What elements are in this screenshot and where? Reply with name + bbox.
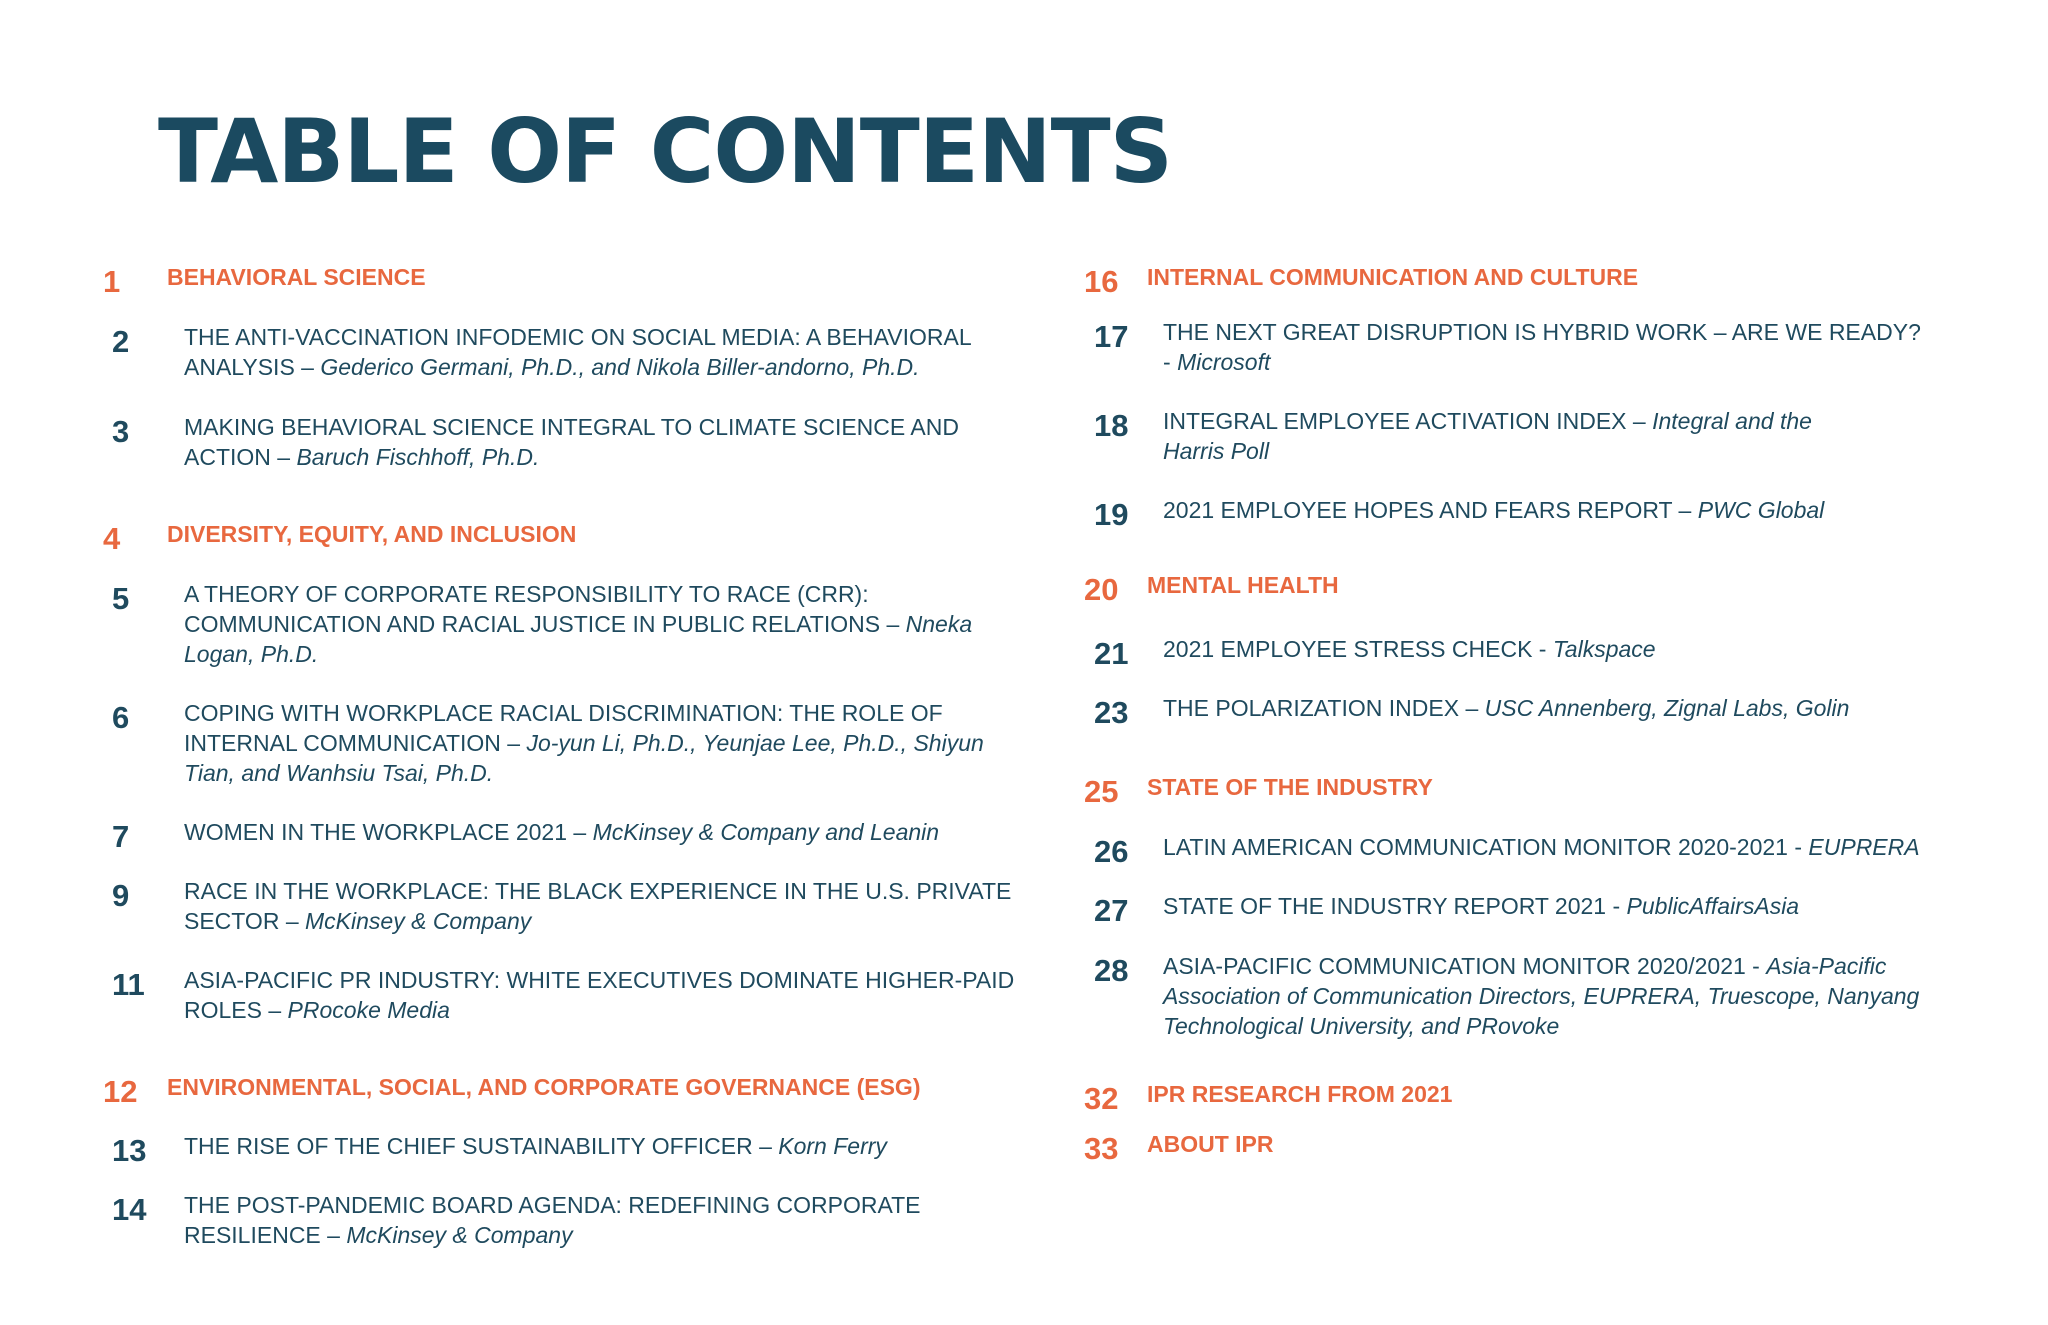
entry-author: Tian, and Wanhsiu Tsai, Ph.D. <box>184 760 494 786</box>
entry-author: Integral and the <box>1652 408 1812 434</box>
entry-title <box>184 876 1011 936</box>
entry-title <box>184 412 959 472</box>
entry-title-line <box>184 876 1011 906</box>
entry-title-line <box>184 322 972 352</box>
section-title: ENVIRONMENTAL, SOCIAL, AND CORPORATE GOVERNANCE (ESG) <box>167 1074 921 1100</box>
entry-author: USC Annenberg, Zignal Labs, Golin <box>1484 695 1850 721</box>
entry-title-text: THE RISE OF THE CHIEF SUSTAINABILITY OFFICER – <box>184 1133 779 1159</box>
section-page-number: 4 <box>103 521 121 556</box>
entry-title <box>1163 317 1921 377</box>
entry-title-line <box>1163 495 1824 525</box>
section-title: BEHAVIORAL SCIENCE <box>167 264 426 290</box>
entry-author: Asia-Pacific <box>1766 953 1887 979</box>
entry-title-line <box>184 1220 921 1250</box>
entry-page-number: 23 <box>1094 695 1129 730</box>
entry-title-text: COMMUNICATION AND RACIAL JUSTICE IN PUBLIC RELATIONS – <box>184 611 906 637</box>
entry-title-text: THE ANTI-VACCINATION INFODEMIC ON SOCIAL MEDIA: A BEHAVIORAL <box>184 324 972 350</box>
entry-page-number: 7 <box>112 819 130 854</box>
entry-title-text: WOMEN IN THE WORKPLACE 2021 – <box>184 819 593 845</box>
entry-page-number: 19 <box>1094 497 1129 532</box>
entry-title <box>1163 693 1849 723</box>
entry-page-number: 6 <box>112 700 130 735</box>
entry-page-number: 28 <box>1094 953 1129 988</box>
entry-author: Association of Communication Directors, EUPRERA, Truescope, Nanyang <box>1163 983 1920 1009</box>
entry-title <box>1163 951 1919 1041</box>
entry-title-text: SECTOR – <box>184 908 305 934</box>
entry-title-line <box>184 412 959 442</box>
section-title: DIVERSITY, EQUITY, AND INCLUSION <box>167 521 577 547</box>
section-page-number: 32 <box>1084 1081 1119 1116</box>
entry-title-line <box>184 579 972 609</box>
entry-title-text: ASIA-PACIFIC PR INDUSTRY: WHITE EXECUTIVES DOMINATE HIGHER-PAID <box>184 967 1015 993</box>
entry-title <box>184 1131 887 1161</box>
entry-title <box>184 579 972 669</box>
entry-title-text: - <box>1163 349 1178 375</box>
section-page-number: 25 <box>1084 774 1119 809</box>
entry-title <box>184 817 939 847</box>
entry-title <box>1163 406 1812 466</box>
entry-author: McKinsey & Company and Leanin <box>592 819 940 845</box>
section-page-number: 16 <box>1084 264 1119 299</box>
entry-title-line <box>1163 891 1799 921</box>
section-title: INTERNAL COMMUNICATION AND CULTURE <box>1147 264 1639 290</box>
section-page-number: 20 <box>1084 572 1119 607</box>
entry-title <box>184 1190 921 1250</box>
entry-title-line <box>184 728 984 758</box>
entry-title-line <box>1163 317 1921 347</box>
section-title: IPR RESEARCH FROM 2021 <box>1147 1081 1453 1107</box>
entry-page-number: 18 <box>1094 408 1129 443</box>
entry-title-line <box>1163 951 1919 981</box>
entry-author: Gederico Germani, Ph.D., and Nikola Biller-andorno, Ph.D. <box>320 354 920 380</box>
entry-title-text: MAKING BEHAVIORAL SCIENCE INTEGRAL TO CLIMATE SCIENCE AND <box>184 414 959 440</box>
entry-title <box>184 965 1014 1025</box>
entry-page-number: 5 <box>112 581 130 616</box>
entry-title-line <box>184 817 939 847</box>
entry-title-text: STATE OF THE INDUSTRY REPORT 2021 - <box>1163 893 1627 919</box>
section-title: STATE OF THE INDUSTRY <box>1147 774 1433 800</box>
entry-title-text: THE POST-PANDEMIC BOARD AGENDA: REDEFINING CORPORATE <box>184 1192 921 1218</box>
entry-author: McKinsey & Company <box>305 908 532 934</box>
entry-author: Technological University, and PRovoke <box>1163 1013 1560 1039</box>
entry-title-line <box>1163 347 1921 377</box>
entry-title-line <box>184 352 972 382</box>
entry-page-number: 21 <box>1094 636 1129 671</box>
entry-title <box>184 698 984 788</box>
entry-title-line <box>184 906 1011 936</box>
entry-author: Baruch Fischhoff, Ph.D. <box>296 444 540 470</box>
entry-title-line <box>184 758 984 788</box>
entry-author: Jo-yun Li, Ph.D., Yeunjae Lee, Ph.D., Shiyun <box>526 730 984 756</box>
entry-title-line <box>1163 406 1812 436</box>
entry-page-number: 11 <box>112 967 145 1002</box>
entry-title-text: COPING WITH WORKPLACE RACIAL DISCRIMINATION: THE ROLE OF <box>184 700 943 726</box>
entry-page-number: 2 <box>112 324 130 359</box>
entry-page-number: 17 <box>1094 319 1129 354</box>
entry-author: Harris Poll <box>1163 438 1270 464</box>
entry-title-line <box>1163 981 1919 1011</box>
entry-author: PublicAffairsAsia <box>1626 893 1800 919</box>
entry-title-line <box>184 698 984 728</box>
entry-title-text: RESILIENCE – <box>184 1222 347 1248</box>
entry-author: McKinsey & Company <box>346 1222 573 1248</box>
entry-title-line <box>1163 436 1812 466</box>
entry-author: Logan, Ph.D. <box>184 641 319 667</box>
entry-page-number: 26 <box>1094 834 1129 869</box>
entry-title-text: 2021 EMPLOYEE STRESS CHECK - <box>1163 636 1553 662</box>
entry-title-text: ASIA-PACIFIC COMMUNICATION MONITOR 2020/2021 - <box>1163 953 1767 979</box>
entry-title-text: INTERNAL COMMUNICATION – <box>184 730 527 756</box>
entry-title-line <box>184 442 959 472</box>
entry-title-line <box>184 995 1014 1025</box>
entry-title-text: 2021 EMPLOYEE HOPES AND FEARS REPORT – <box>1163 497 1698 523</box>
entry-title-text: INTEGRAL EMPLOYEE ACTIVATION INDEX – <box>1163 408 1653 434</box>
entry-title <box>1163 891 1799 921</box>
entry-title <box>184 322 972 382</box>
entry-title-text: THE NEXT GREAT DISRUPTION IS HYBRID WORK – ARE WE READY? <box>1163 319 1921 345</box>
entry-page-number: 27 <box>1094 893 1129 928</box>
section-page-number: 12 <box>103 1074 138 1109</box>
entry-title <box>1163 495 1824 525</box>
section-title: MENTAL HEALTH <box>1147 572 1339 598</box>
entry-title-line <box>1163 832 1920 862</box>
entry-title <box>1163 634 1656 664</box>
entry-page-number: 9 <box>112 878 130 913</box>
entry-title-line <box>184 609 972 639</box>
entry-title-text: ANALYSIS – <box>184 354 321 380</box>
section-page-number: 1 <box>103 264 121 299</box>
entry-author: Microsoft <box>1177 349 1271 375</box>
entry-title-text: ACTION – <box>184 444 297 470</box>
entry-title <box>1163 832 1920 862</box>
section-title: ABOUT IPR <box>1147 1131 1274 1157</box>
entry-title-line <box>1163 693 1849 723</box>
entry-title-line <box>184 639 972 669</box>
entry-page-number: 14 <box>112 1192 147 1227</box>
entry-title-line <box>184 965 1014 995</box>
entry-author: PWC Global <box>1697 497 1825 523</box>
entry-author: Nneka <box>905 611 973 637</box>
entry-author: Talkspace <box>1552 636 1656 662</box>
entry-page-number: 3 <box>112 414 130 449</box>
entry-title-line <box>1163 634 1656 664</box>
page-title: TABLE OF CONTENTS <box>158 100 1172 203</box>
entry-title-text: A THEORY OF CORPORATE RESPONSIBILITY TO RACE (CRR): <box>184 581 869 607</box>
entry-title-text: ROLES – <box>184 997 288 1023</box>
entry-title-line <box>1163 1011 1919 1041</box>
entry-title-text: LATIN AMERICAN COMMUNICATION MONITOR 2020-2021 - <box>1163 834 1809 860</box>
section-page-number: 33 <box>1084 1131 1119 1166</box>
entry-title-line <box>184 1190 921 1220</box>
entry-title-text: THE POLARIZATION INDEX – <box>1163 695 1485 721</box>
entry-author: EUPRERA <box>1808 834 1920 860</box>
entry-title-line <box>184 1131 887 1161</box>
entry-page-number: 13 <box>112 1133 147 1168</box>
entry-author: Korn Ferry <box>778 1133 887 1159</box>
entry-author: PRocoke Media <box>287 997 450 1023</box>
entry-title-text: RACE IN THE WORKPLACE: THE BLACK EXPERIENCE IN THE U.S. PRIVATE <box>184 878 1012 904</box>
